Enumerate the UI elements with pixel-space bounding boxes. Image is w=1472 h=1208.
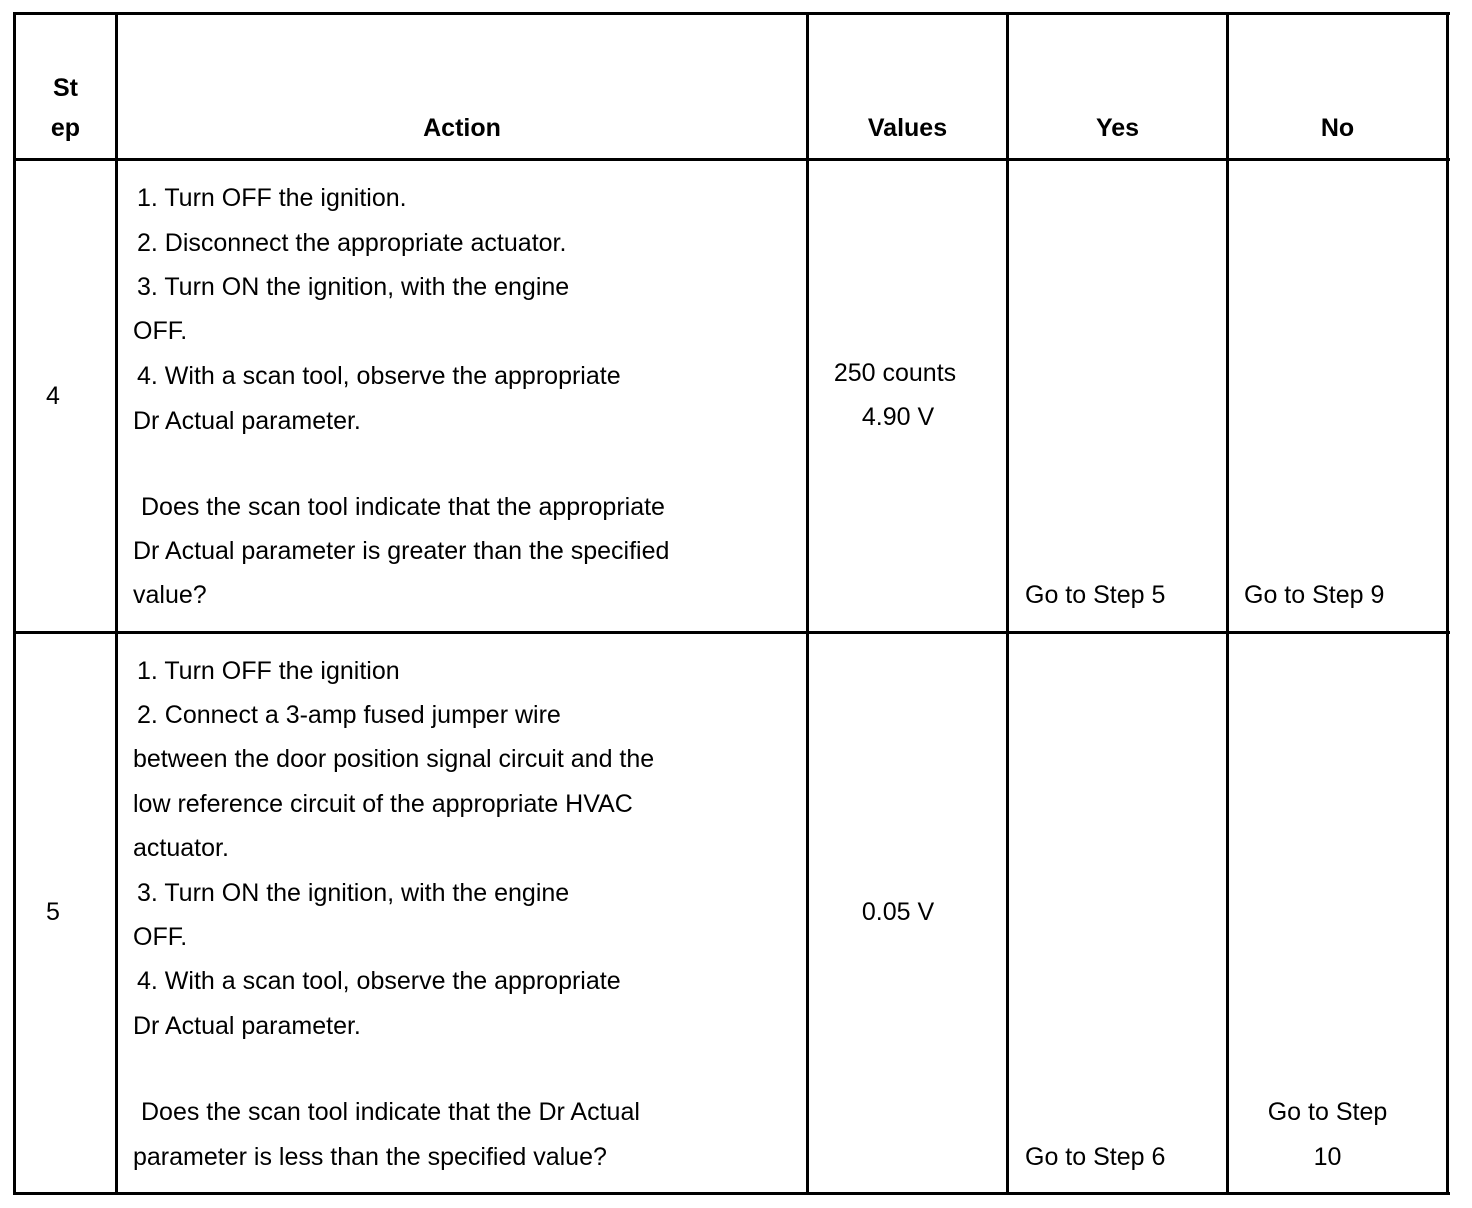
action-line: 4. With a scan tool, observe the appropriate — [137, 967, 621, 995]
action-line: 3. Turn ON the ignition, with the engine — [137, 879, 570, 907]
action-line: 1. Turn OFF the ignition — [137, 657, 400, 685]
header-divider — [13, 158, 1450, 161]
no-result-line1: Go to Step — [1267, 1098, 1388, 1126]
value-voltage: 0.05 V — [861, 898, 935, 926]
header-values: Values — [867, 114, 948, 142]
action-line: low reference circuit of the appropriate HVAC — [133, 790, 633, 818]
step-number: 5 — [46, 898, 60, 926]
yes-result: Go to Step 6 — [1025, 1143, 1166, 1171]
action-question-line: Dr Actual parameter is greater than the specified — [133, 537, 670, 565]
value-voltage: 4.90 V — [861, 403, 935, 431]
header-yes: Yes — [1095, 114, 1140, 142]
column-divider-step — [115, 12, 118, 1195]
action-question-line: value? — [133, 581, 207, 609]
column-divider-values — [1006, 12, 1009, 1195]
action-line: 1. Turn OFF the ignition. — [137, 184, 407, 212]
column-divider-yes — [1226, 12, 1229, 1195]
no-result-line2: 10 — [1313, 1143, 1342, 1171]
action-line: OFF. — [133, 317, 188, 345]
table-border-bottom — [13, 1192, 1450, 1195]
action-line: 3. Turn ON the ignition, with the engine — [137, 273, 570, 301]
table-border-top — [13, 12, 1450, 15]
action-line: 4. With a scan tool, observe the appropriate — [137, 362, 621, 390]
value-counts: 250 counts — [833, 359, 957, 387]
action-line: 2. Disconnect the appropriate actuator. — [137, 229, 567, 257]
header-action: Action — [423, 114, 501, 142]
action-line: OFF. — [133, 923, 188, 951]
column-divider-action — [806, 12, 809, 1195]
header-step-line2: ep — [50, 114, 81, 142]
action-question-line: Does the scan tool indicate that the Dr Actual — [141, 1098, 640, 1126]
action-line: actuator. — [133, 834, 229, 862]
no-result: Go to Step 9 — [1244, 581, 1385, 609]
header-step-line1: St — [53, 74, 78, 102]
table-border-right — [1446, 12, 1449, 1195]
header-no: No — [1320, 114, 1355, 142]
yes-result: Go to Step 5 — [1025, 581, 1166, 609]
action-question-line: Does the scan tool indicate that the appropriate — [141, 493, 665, 521]
step-number: 4 — [46, 382, 60, 410]
action-line: Dr Actual parameter. — [133, 407, 361, 435]
table-border-left — [13, 12, 16, 1195]
action-line: 2. Connect a 3-amp fused jumper wire — [137, 701, 561, 729]
row-divider — [13, 631, 1450, 634]
action-question-line: parameter is less than the specified value? — [133, 1143, 607, 1171]
action-line: between the door position signal circuit and the — [133, 745, 655, 773]
action-line: Dr Actual parameter. — [133, 1012, 361, 1040]
